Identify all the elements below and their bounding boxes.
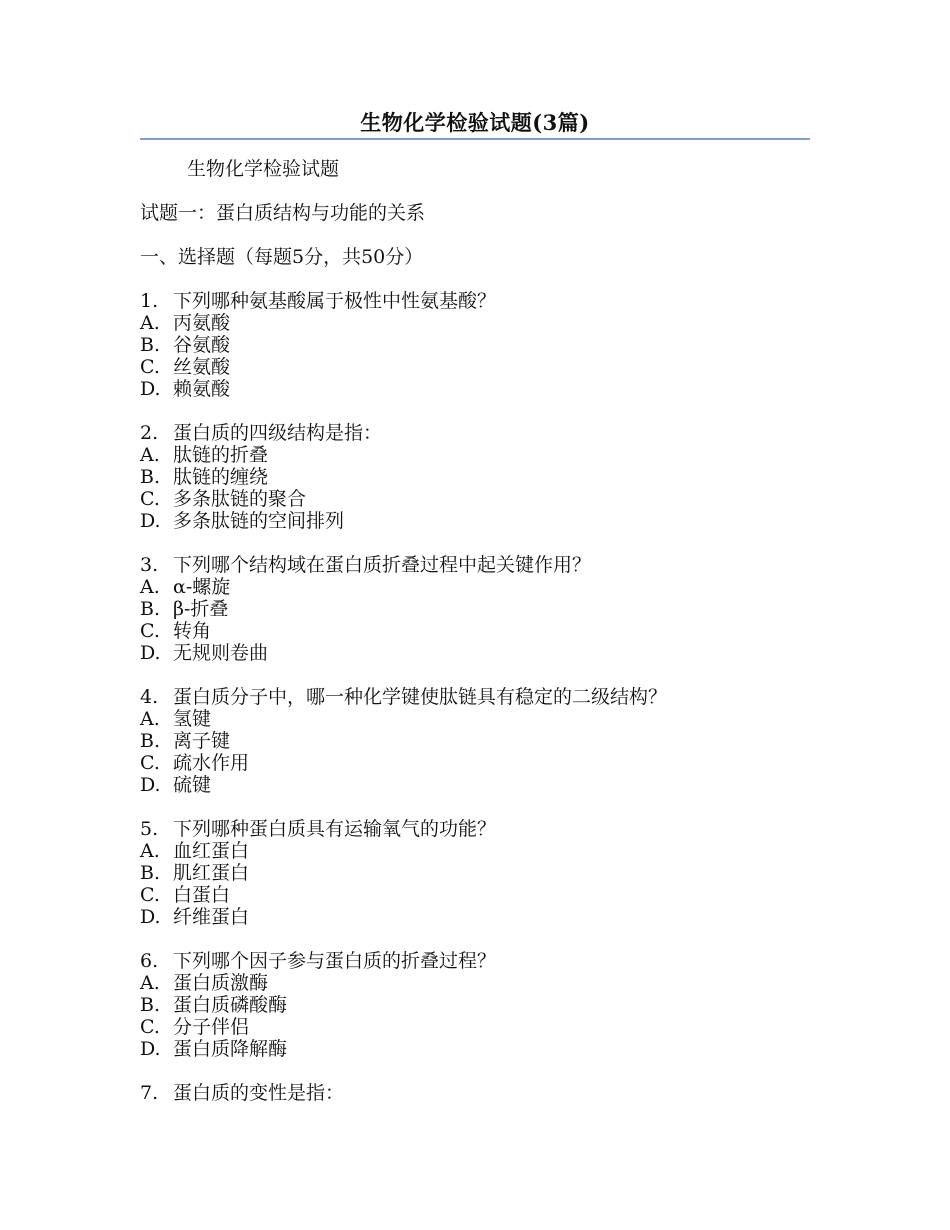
question-number: 7. [140, 1082, 159, 1104]
question-line [140, 686, 810, 708]
option-line [140, 708, 810, 730]
option-text: 分子伴侣 [173, 1016, 250, 1038]
option-label: D. [140, 510, 161, 532]
option-text: 丙氨酸 [173, 312, 231, 334]
option-label: C. [140, 620, 160, 642]
option-line [140, 774, 810, 796]
question-block [140, 422, 810, 532]
option-label: C. [140, 488, 160, 510]
question-text: 下列哪种蛋白质具有运输氧气的功能？ [173, 818, 497, 840]
option-label: A. [140, 708, 160, 730]
question-line [140, 554, 810, 576]
option-text: 血红蛋白 [173, 840, 250, 862]
option-text: 丝氨酸 [173, 356, 231, 378]
question-number: 2. [140, 422, 159, 444]
question-block [140, 554, 810, 664]
question-line [140, 422, 810, 444]
option-line [140, 620, 810, 642]
topic-heading: 试题一：蛋白质结构与功能的关系 [140, 202, 426, 224]
option-label: A. [140, 972, 160, 994]
option-label: D. [140, 1038, 161, 1060]
option-label: C. [140, 356, 160, 378]
section-heading: 一、选择题（每题5分，共50分） [140, 246, 424, 268]
option-line [140, 444, 810, 466]
option-line [140, 994, 810, 1016]
question-block [140, 1082, 810, 1104]
option-label: A. [140, 576, 160, 598]
option-text: 转角 [173, 620, 212, 642]
option-line [140, 312, 810, 334]
option-line [140, 884, 810, 906]
option-label: D. [140, 378, 161, 400]
option-line [140, 1016, 810, 1038]
question-block [140, 950, 810, 1060]
option-text: 硫键 [173, 774, 212, 796]
question-line [140, 950, 810, 972]
question-number: 6. [140, 950, 159, 972]
option-label: A. [140, 312, 160, 334]
option-line [140, 906, 810, 928]
option-label: B. [140, 730, 161, 752]
title-divider [140, 138, 810, 140]
option-line [140, 356, 810, 378]
option-line [140, 752, 810, 774]
option-line [140, 972, 810, 994]
option-label: B. [140, 598, 161, 620]
option-text: 纤维蛋白 [173, 906, 250, 928]
question-text: 下列哪个结构域在蛋白质折叠过程中起关键作用？ [173, 554, 592, 576]
option-label: D. [140, 906, 161, 928]
option-line [140, 576, 810, 598]
option-text: 谷氨酸 [173, 334, 231, 356]
option-line [140, 862, 810, 884]
option-line [140, 1038, 810, 1060]
option-line [140, 334, 810, 356]
option-line [140, 510, 810, 532]
option-label: B. [140, 862, 161, 884]
question-text: 下列哪种氨基酸属于极性中性氨基酸？ [173, 290, 497, 312]
question-list [140, 290, 810, 1104]
option-label: D. [140, 774, 161, 796]
question-line [140, 1082, 810, 1104]
option-text: α-螺旋 [173, 576, 231, 598]
option-label: A. [140, 444, 160, 466]
option-text: β-折叠 [173, 598, 229, 620]
option-text: 蛋白质磷酸酶 [173, 994, 288, 1016]
option-label: B. [140, 994, 161, 1016]
option-label: C. [140, 752, 160, 774]
option-line [140, 598, 810, 620]
option-text: 白蛋白 [173, 884, 231, 906]
option-text: 肽链的缠绕 [173, 466, 269, 488]
option-line [140, 642, 810, 664]
option-text: 赖氨酸 [173, 378, 231, 400]
option-line [140, 378, 810, 400]
option-line [140, 840, 810, 862]
option-label: D. [140, 642, 161, 664]
option-text: 蛋白质降解酶 [173, 1038, 288, 1060]
option-text: 氢键 [173, 708, 212, 730]
option-label: B. [140, 466, 161, 488]
option-label: B. [140, 334, 161, 356]
question-block [140, 818, 810, 928]
option-text: 多条肽链的聚合 [173, 488, 307, 510]
document-body [140, 158, 810, 1126]
option-text: 肽链的折叠 [173, 444, 269, 466]
question-text: 下列哪个因子参与蛋白质的折叠过程？ [173, 950, 497, 972]
question-number: 4. [140, 686, 159, 708]
document-subtitle: 生物化学检验试题 [187, 158, 340, 180]
option-label: C. [140, 884, 160, 906]
option-text: 蛋白质激酶 [173, 972, 269, 994]
question-line [140, 818, 810, 840]
question-text: 蛋白质的四级结构是指： [173, 422, 383, 444]
option-text: 疏水作用 [173, 752, 250, 774]
option-text: 多条肽链的空间排列 [173, 510, 345, 532]
option-line [140, 466, 810, 488]
question-number: 3. [140, 554, 159, 576]
question-line [140, 290, 810, 312]
question-block [140, 686, 810, 796]
question-number: 1. [140, 290, 159, 312]
option-label: C. [140, 1016, 160, 1038]
option-label: A. [140, 840, 160, 862]
option-text: 肌红蛋白 [173, 862, 250, 884]
option-line [140, 730, 810, 752]
question-block [140, 290, 810, 400]
question-text: 蛋白质的变性是指： [173, 1082, 345, 1104]
option-line [140, 488, 810, 510]
document-title: 生物化学检验试题(3篇) [360, 110, 590, 135]
option-text: 离子键 [173, 730, 231, 752]
question-text: 蛋白质分子中，哪一种化学键使肽链具有稳定的二级结构？ [173, 686, 668, 708]
option-text: 无规则卷曲 [173, 642, 269, 664]
question-number: 5. [140, 818, 159, 840]
